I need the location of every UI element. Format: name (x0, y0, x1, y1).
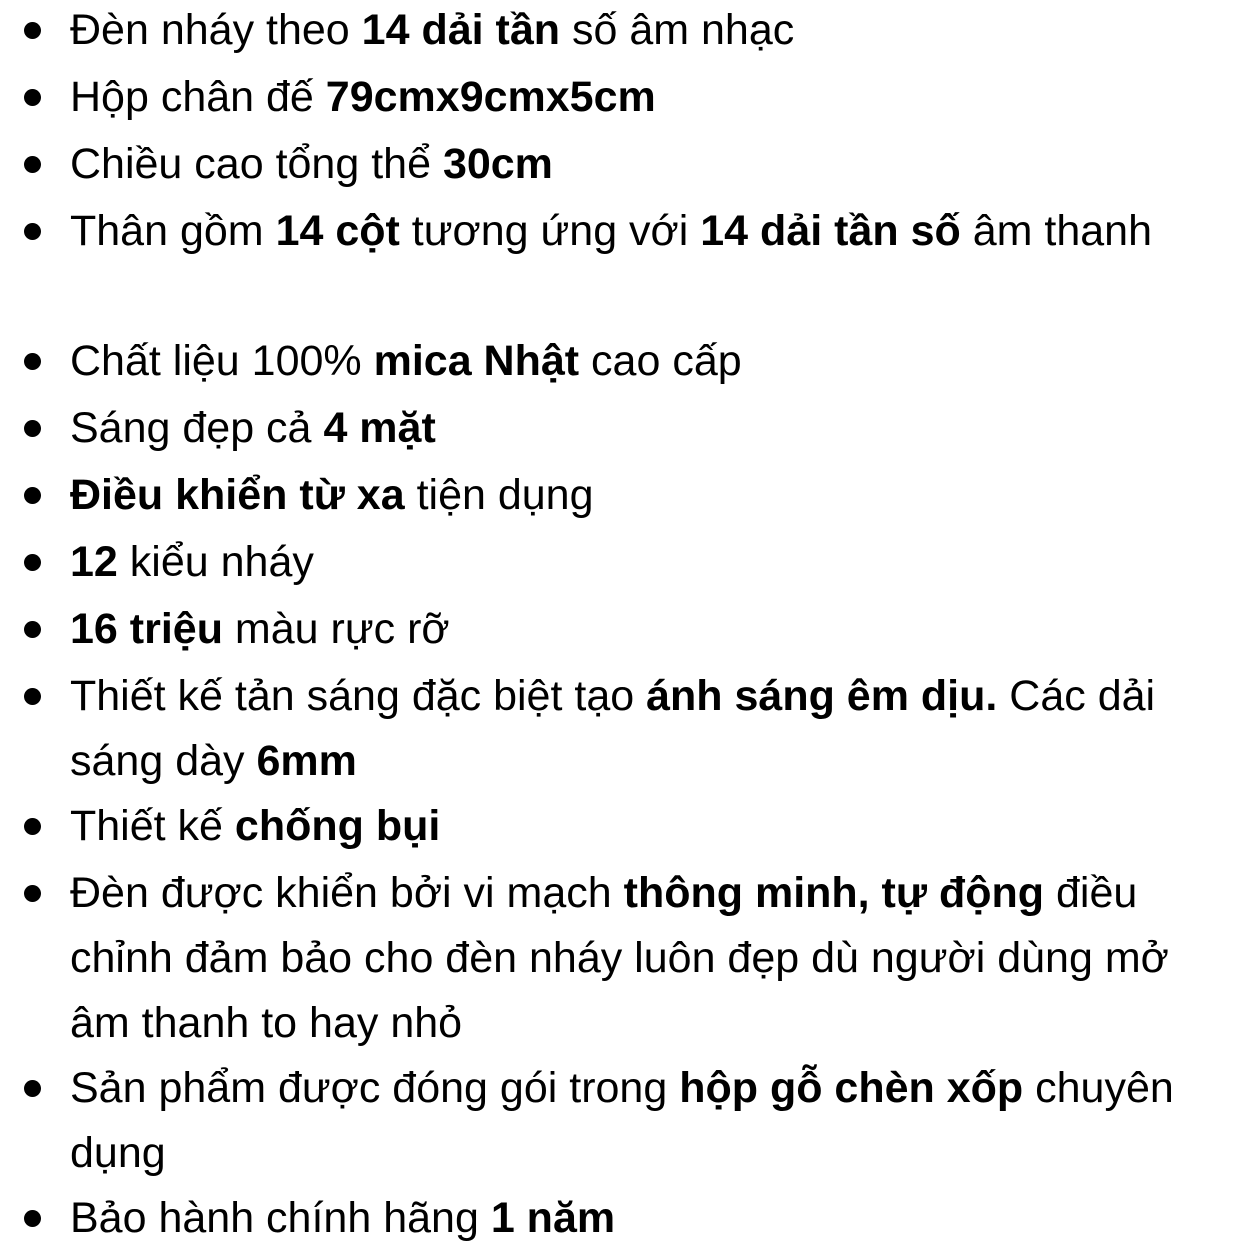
text-segment: Thiết kế (70, 802, 235, 850)
bullet-icon (24, 621, 41, 638)
bullet-icon (24, 554, 41, 571)
bullet-icon (24, 156, 41, 173)
feature-item (70, 65, 1230, 130)
text-segment: cao cấp (579, 337, 742, 385)
text-segment-bold: 14 cột (275, 207, 400, 255)
text-segment-bold: 79cmx9cmx5cm (325, 73, 656, 121)
feature-item (70, 861, 1230, 1056)
text-segment: Thân gồm (70, 207, 276, 255)
text-segment: Sản phẩm được đóng gói trong (70, 1064, 680, 1112)
bullet-icon (24, 22, 41, 39)
text-segment: Thiết kế tản sáng đặc biệt tạo (70, 672, 647, 720)
bullet-icon (24, 420, 41, 437)
text-segment: kiểu nháy (117, 538, 314, 586)
feature-item (70, 329, 1230, 394)
text-segment-bold: 1 năm (490, 1194, 616, 1242)
text-segment: số âm nhạc (560, 6, 795, 54)
text-segment: tương ứng với (399, 207, 701, 255)
feature-item (70, 1056, 1230, 1186)
text-segment: Chiều cao tổng thể (70, 140, 443, 188)
bullet-icon (24, 487, 41, 504)
bullet-icon (24, 1210, 41, 1227)
feature-item (70, 463, 1230, 528)
text-segment-bold: 16 triệu (70, 605, 223, 653)
bullet-icon (24, 223, 41, 240)
text-segment-bold: 14 dải tần số (700, 207, 961, 255)
text-segment-bold: ánh sáng êm dịu. (646, 672, 998, 720)
bullet-icon (24, 89, 41, 106)
text-segment-bold: hộp gỗ chèn xốp (679, 1064, 1024, 1112)
bullet-icon (24, 353, 41, 370)
feature-item (70, 1186, 1230, 1251)
text-segment: Hộp chân đế (70, 73, 326, 121)
text-segment-bold: thông minh, tự động (623, 869, 1045, 917)
feature-item (70, 0, 1230, 63)
text-segment: Bảo hành chính hãng (70, 1194, 491, 1242)
text-segment-bold: 4 mặt (323, 404, 436, 452)
text-segment: màu rực rỡ (222, 605, 450, 653)
text-segment-bold: mica Nhật (373, 337, 580, 385)
feature-item (70, 396, 1230, 461)
text-segment-bold: chống bụi (234, 802, 441, 850)
text-segment: điều chỉnh đảm bảo cho đèn nháy luôn đẹp dù người dùng mở âm thanh to hay nhỏ (70, 869, 1169, 1047)
text-segment-bold: Điều khiển từ xa (70, 471, 405, 519)
feature-item (70, 199, 1230, 264)
text-segment-bold: 12 (70, 538, 118, 586)
text-segment: Các dải sáng dày (70, 672, 1156, 785)
text-segment: Sáng đẹp cả (70, 404, 324, 452)
text-segment: âm thanh (960, 207, 1152, 255)
bullet-icon (24, 818, 41, 835)
feature-item (70, 132, 1230, 197)
bullet-icon (24, 688, 41, 705)
feature-item (70, 794, 1230, 859)
text-segment: Chất liệu 100% (70, 337, 374, 385)
feature-item (70, 597, 1230, 662)
text-segment-bold: 14 dải tần (361, 6, 561, 54)
text-segment: Đèn nháy theo (70, 6, 362, 54)
text-segment: Đèn được khiển bởi vi mạch (70, 869, 624, 917)
bullet-icon (24, 1080, 41, 1097)
feature-item (70, 664, 1230, 794)
text-segment-bold: 30cm (442, 140, 553, 188)
text-segment: chuyên dụng (70, 1064, 1174, 1177)
text-segment-bold: 6mm (256, 737, 357, 785)
text-segment: tiện dụng (404, 471, 594, 519)
feature-item (70, 530, 1230, 595)
bullet-icon (24, 885, 41, 902)
